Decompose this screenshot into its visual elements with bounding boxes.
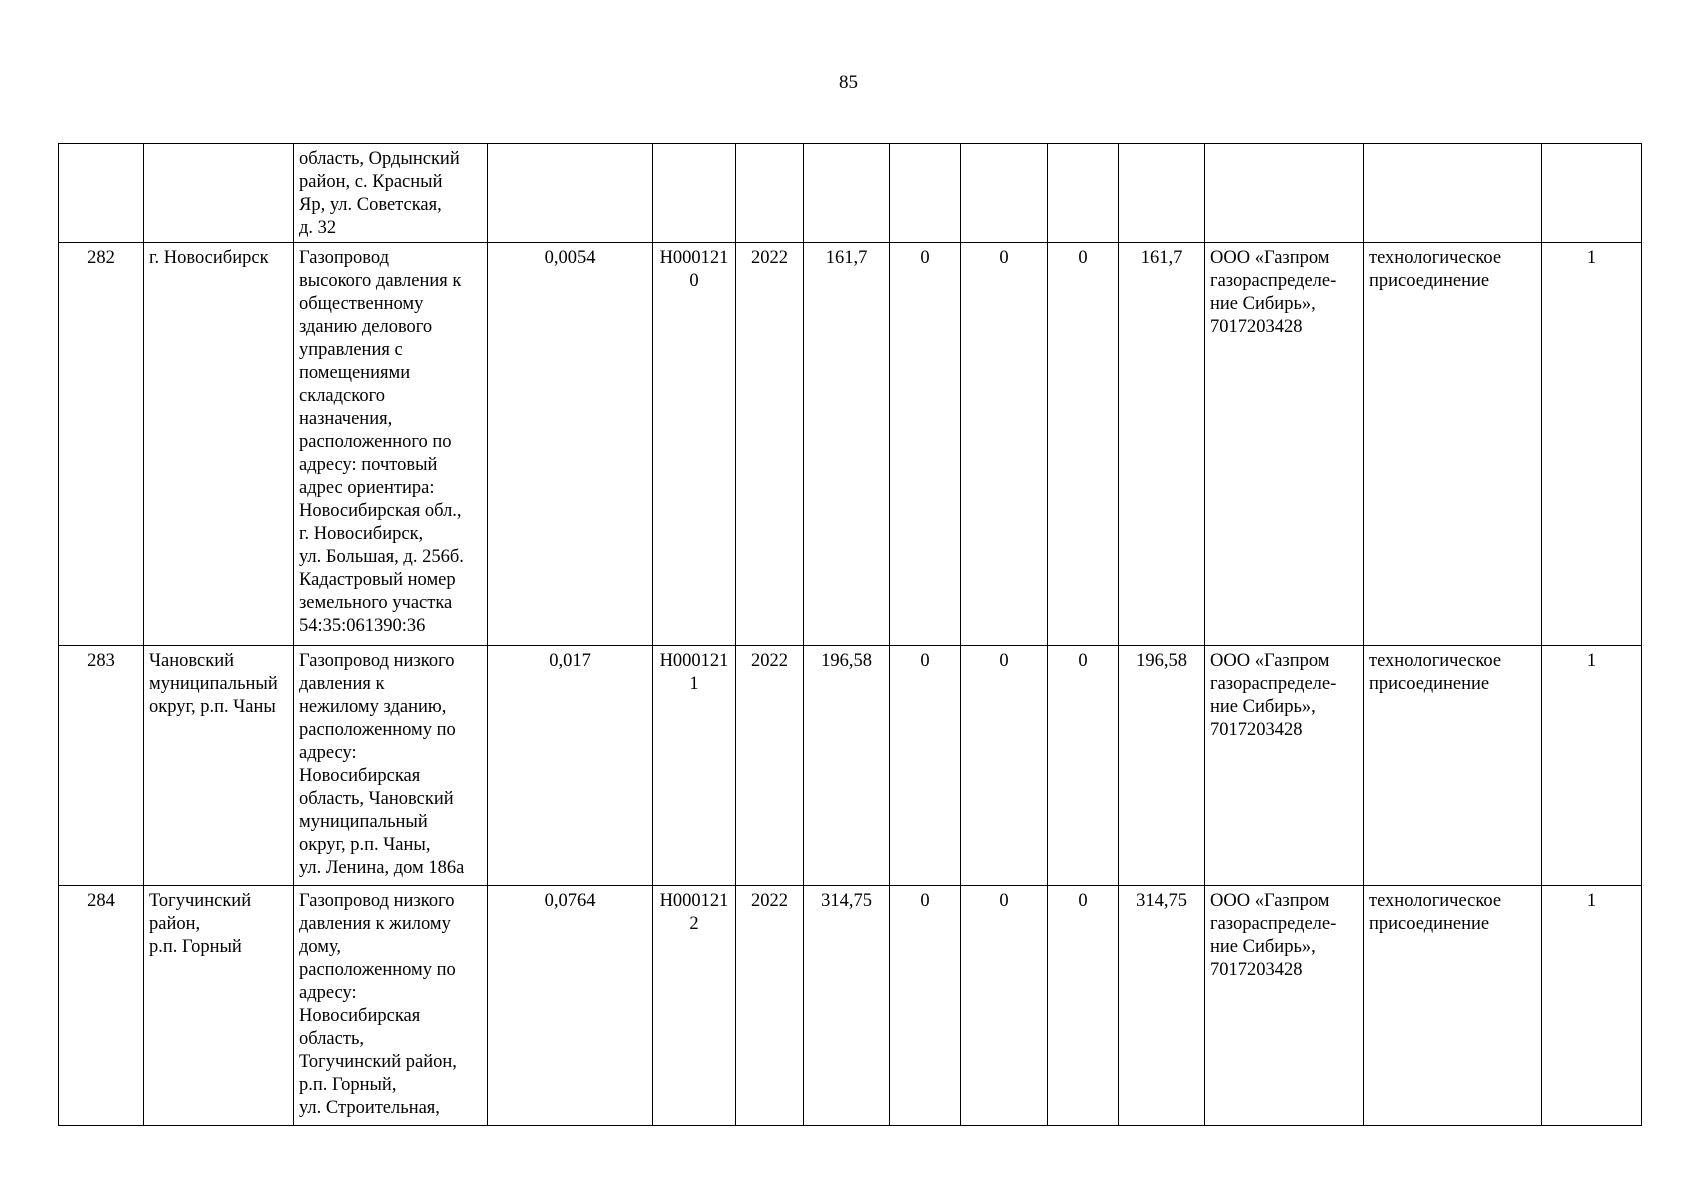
cell-value-3: 0 xyxy=(1048,243,1119,646)
registry-table xyxy=(58,143,1642,1126)
cell-description: область, Ордынский район, с. Красный Яр, ул. Советская, д. 32 xyxy=(294,144,488,243)
cell-value-2: 0 xyxy=(961,646,1048,886)
table-row-continuation xyxy=(59,144,1642,243)
cell-location: Тогучинский район, р.п. Горный xyxy=(144,886,294,1126)
cell-value-1: 0 xyxy=(890,243,961,646)
cell-owner: ООО «Газпром газораспределе- ние Сибирь», 7017203428 xyxy=(1205,243,1364,646)
cell-year: 2022 xyxy=(736,646,804,886)
cell-empty xyxy=(804,144,890,243)
cell-purpose: технологическое присоединение xyxy=(1364,886,1542,1126)
cell-number: 282 xyxy=(59,243,144,646)
cell-location: Чановский муниципальный округ, р.п. Чаны xyxy=(144,646,294,886)
cell-count: 1 xyxy=(1542,243,1642,646)
cell-count: 1 xyxy=(1542,886,1642,1126)
cell-cost: 161,7 xyxy=(804,243,890,646)
cell-cost: 314,75 xyxy=(804,886,890,1126)
cell-length: 0,0054 xyxy=(488,243,653,646)
table-row xyxy=(59,243,1642,646)
cell-total: 196,58 xyxy=(1119,646,1205,886)
cell-purpose: технологическое присоединение xyxy=(1364,243,1542,646)
cell-description: Газопровод низкого давления к жилому дому, расположенному по адресу: Новосибирская область, Тогучинский район, р.п. Горный, ул. Строительная, xyxy=(294,886,488,1126)
cell-value-3: 0 xyxy=(1048,886,1119,1126)
cell-value-1: 0 xyxy=(890,886,961,1126)
cell-year: 2022 xyxy=(736,243,804,646)
cell-purpose: технологическое присоединение xyxy=(1364,646,1542,886)
cell-empty xyxy=(488,144,653,243)
cell-empty xyxy=(59,144,144,243)
cell-empty xyxy=(653,144,736,243)
cell-owner: ООО «Газпром газораспределе- ние Сибирь», 7017203428 xyxy=(1205,886,1364,1126)
cell-length: 0,0764 xyxy=(488,886,653,1126)
table-row xyxy=(59,646,1642,886)
cell-empty xyxy=(1048,144,1119,243)
table-row xyxy=(59,886,1642,1126)
cell-cost: 196,58 xyxy=(804,646,890,886)
cell-number: 284 xyxy=(59,886,144,1126)
cell-number: 283 xyxy=(59,646,144,886)
cell-code: Н000121 1 xyxy=(653,646,736,886)
cell-empty xyxy=(890,144,961,243)
cell-description: Газопровод низкого давления к нежилому зданию, расположенному по адресу: Новосибирская область, Чановский муниципальный округ, р.п. Чаны, ул. Ленина, дом 186а xyxy=(294,646,488,886)
cell-value-2: 0 xyxy=(961,886,1048,1126)
cell-empty xyxy=(961,144,1048,243)
cell-empty xyxy=(1119,144,1205,243)
cell-value-3: 0 xyxy=(1048,646,1119,886)
cell-length: 0,017 xyxy=(488,646,653,886)
cell-total: 161,7 xyxy=(1119,243,1205,646)
cell-empty xyxy=(1542,144,1642,243)
cell-empty xyxy=(736,144,804,243)
cell-value-2: 0 xyxy=(961,243,1048,646)
cell-location: г. Новосибирск xyxy=(144,243,294,646)
cell-description: Газопровод высокого давления к общественному зданию делового управления с помещениями складского назначения, расположенного по адресу: почтовый адрес ориентира: Новосибирская обл., г. Новосибирск, ул. Большая, д. 256б. Кадастровый номер земельного участка 54:35:061390:36 xyxy=(294,243,488,646)
cell-count: 1 xyxy=(1542,646,1642,886)
cell-total: 314,75 xyxy=(1119,886,1205,1126)
cell-owner: ООО «Газпром газораспределе- ние Сибирь», 7017203428 xyxy=(1205,646,1364,886)
cell-code: Н000121 0 xyxy=(653,243,736,646)
cell-empty xyxy=(1364,144,1542,243)
cell-value-1: 0 xyxy=(890,646,961,886)
cell-empty xyxy=(144,144,294,243)
cell-code: Н000121 2 xyxy=(653,886,736,1126)
page-number: 85 xyxy=(839,72,858,93)
cell-empty xyxy=(1205,144,1364,243)
cell-year: 2022 xyxy=(736,886,804,1126)
